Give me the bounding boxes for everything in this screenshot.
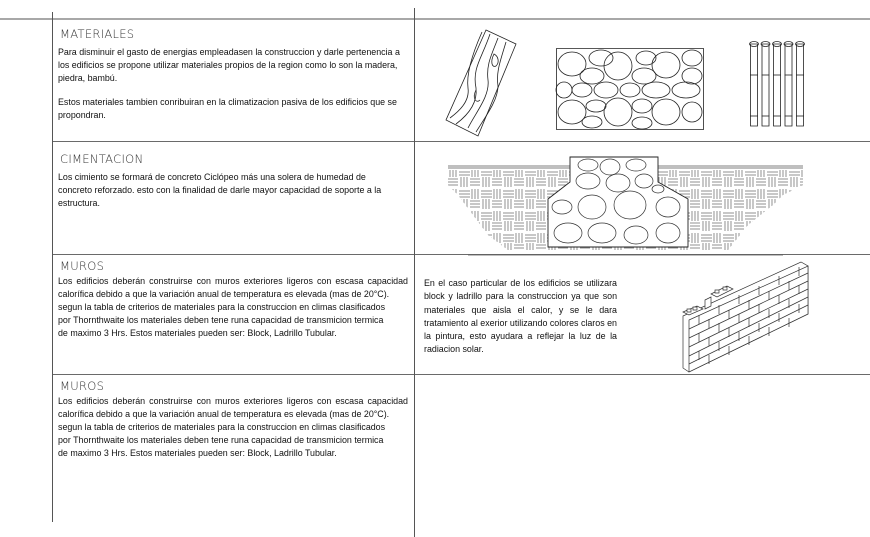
paragraph: Los edificios deberán construirse con muros exteriores ligeros con escasa capacidad calorífica debido a que la variación anual de temperatura es elevada (mas de 20°C). xyxy=(58,396,408,419)
section-heading: CIMENTACION xyxy=(60,152,144,166)
paragraph: Para disminuir el gasto de energias empleadasen la construccion y darle pertenencia a los edificios se propone utilizar materiales propios de la region como lo son la madera, piedra, bambú. xyxy=(58,47,400,83)
muros-side-text: En el caso particular de los edificios se utilizara block y ladrillo para la construccion ya que son materiales que aisla el calor, y se le dara tratamiento al exerior utilizando colores claros en la pintura, esto ayudara a reflejar la luz de la radiacion solar. xyxy=(424,278,617,355)
section-heading: MUROS xyxy=(60,259,105,273)
divider-muros-2 xyxy=(52,374,870,375)
section-heading: MATERIALES xyxy=(60,27,135,41)
section-muros xyxy=(58,259,408,340)
section-muros-2 xyxy=(58,379,408,460)
left-border xyxy=(52,12,53,522)
paragraph: segun la tabla de criterios de materiales para la construccion en climas clasificados por Thornthwaite los materiales deben tene runa capacidad de transmicion termica de maximo 3 Hrs. Estos materiales pueden ser: Block, Ladrillo Tubular. xyxy=(58,302,386,338)
wood-plank-icon xyxy=(446,28,518,138)
top-rule xyxy=(0,18,870,20)
stone-masonry-icon xyxy=(556,48,704,130)
section-heading: MUROS xyxy=(60,379,105,393)
center-border xyxy=(414,8,415,537)
divider-cimentacion xyxy=(52,141,870,142)
paragraph: Los edificios deberán construirse con muros exteriores ligeros con escasa capacidad calorífica debido a que la variación anual de temperatura es elevada (mas de 20°C). xyxy=(58,276,408,299)
paragraph: Los cimiento se formará de concreto Ciclópeo más una solera de humedad de concreto reforzado. esto con la finalidad de darle mayor capacidad de soporte a la estructura. xyxy=(58,172,382,208)
block-wall-icon xyxy=(683,262,808,372)
bamboo-poles-icon xyxy=(749,40,809,128)
section-materiales xyxy=(58,27,408,122)
paragraph: Estos materiales tambien conribuiran en la climatizacion pasiva de los edificios que se propondran. xyxy=(58,97,397,120)
foundation-section-icon xyxy=(448,155,803,255)
paragraph: segun la tabla de criterios de materiales para la construccion en climas clasificados por Thornthwaite los materiales deben tene runa capacidad de transmicion termica de maximo 3 Hrs. Estos materiales pueden ser: Block, Ladrillo Tubular. xyxy=(58,422,386,458)
section-cimentacion xyxy=(58,152,408,210)
